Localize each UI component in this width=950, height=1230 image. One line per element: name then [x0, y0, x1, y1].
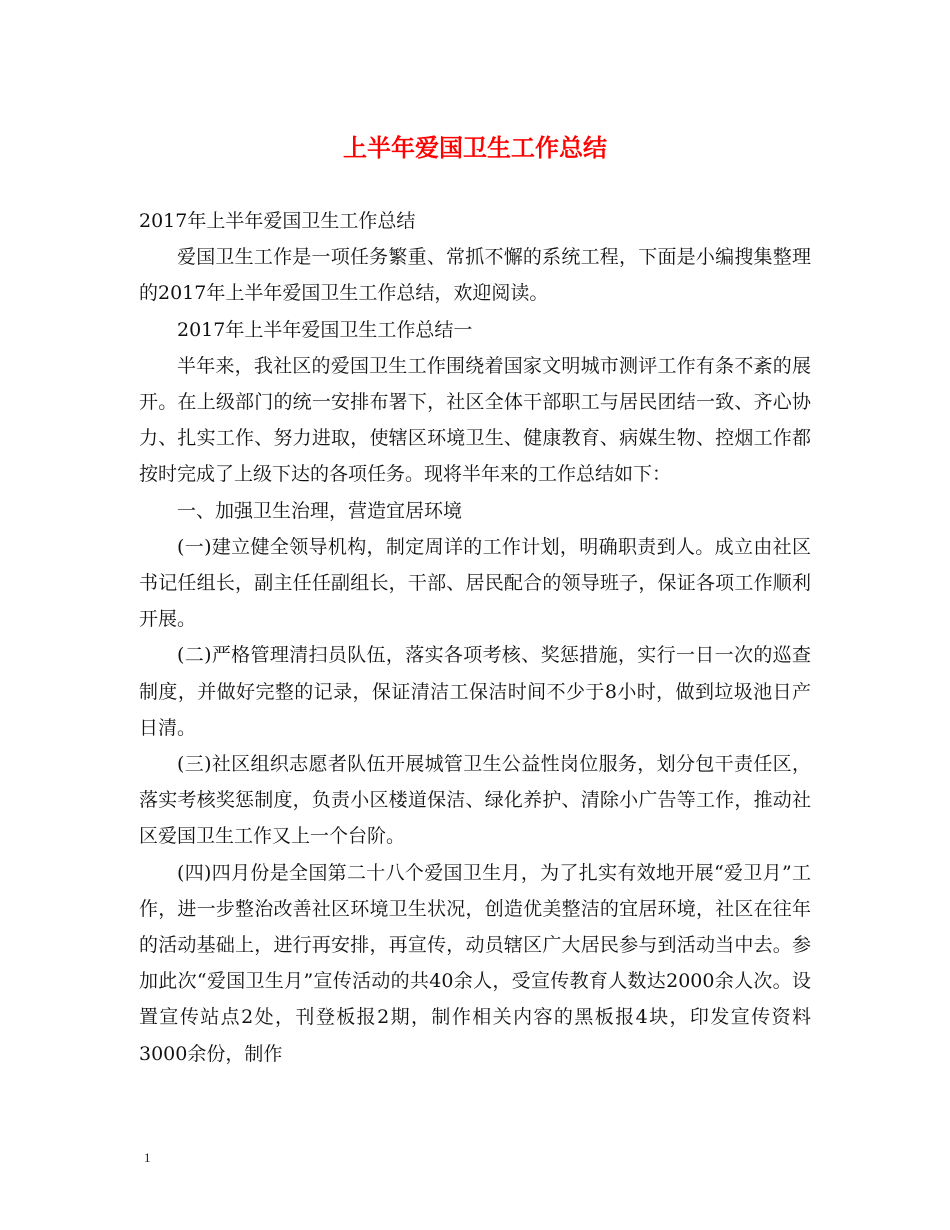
paragraph-item-2: (二)严格管理清扫员队伍，落实各项考核、奖惩措施，实行一日一次的巡查制度，并做好完整的记录，保证清洁工保洁时间不少于8小时，做到垃圾池日产日清。 — [139, 644, 811, 739]
document-title: 上半年爱国卫生工作总结 — [343, 133, 607, 162]
paragraph-heading-1: 一、加强卫生治理，营造宜居环境 — [177, 499, 463, 522]
paragraph-intro: 爱国卫生工作是一项任务繁重、常抓不懈的系统工程，下面是小编搜集整理的2017年上半年爱国卫生工作总结，欢迎阅读。 — [139, 246, 811, 305]
paragraph-subtitle: 2017年上半年爱国卫生工作总结 — [139, 210, 416, 232]
page-number: 1 — [144, 1150, 151, 1165]
paragraph-section-heading: 2017年上半年爱国卫生工作总结一 — [177, 318, 473, 341]
paragraph-overview: 半年来，我社区的爱国卫生工作围绕着国家文明城市测评工作有条不紊的展开。在上级部门的统一安排布署下，社区全体干部职工与居民团结一致、齐心协力、扎实工作、努力进取，使辖区环境卫生、健康教育、病媒生物、控烟工作都按时完成了上级下达的各项任务。现将半年来的工作总结如下： — [139, 354, 811, 486]
paragraph-item-1: (一)建立健全领导机构，制定周详的工作计划，明确职责到人。成立由社区书记任组长，副主任任副组长，干部、居民配合的领导班子，保证各项工作顺利开展。 — [139, 535, 811, 631]
paragraph-item-4: (四)四月份是全国第二十八个爱国卫生月，为了扎实有效地开展“爱卫月”工作，进一步整治改善社区环境卫生状况，创造优美整洁的宜居环境，社区在往年的活动基础上，进行再安排，再宣传，动员辖区广大居民参与到活动当中去。参加此次“爱国卫生月”宣传活动的共40余人，受宣传教育人数达2000余人次。设置宣传站点2处，刊登板报2期，制作相关内容的黑板报4块，印发宣传资料3000余份，制作 — [139, 861, 811, 1065]
document-body — [139, 203, 811, 1072]
paragraph-item-3: (三)社区组织志愿者队伍开展城管卫生公益性岗位服务，划分包干责任区，落实考核奖惩制度，负责小区楼道保洁、绿化养护、清除小广告等工作，推动社区爱国卫生工作又上一个台阶。 — [139, 753, 811, 848]
